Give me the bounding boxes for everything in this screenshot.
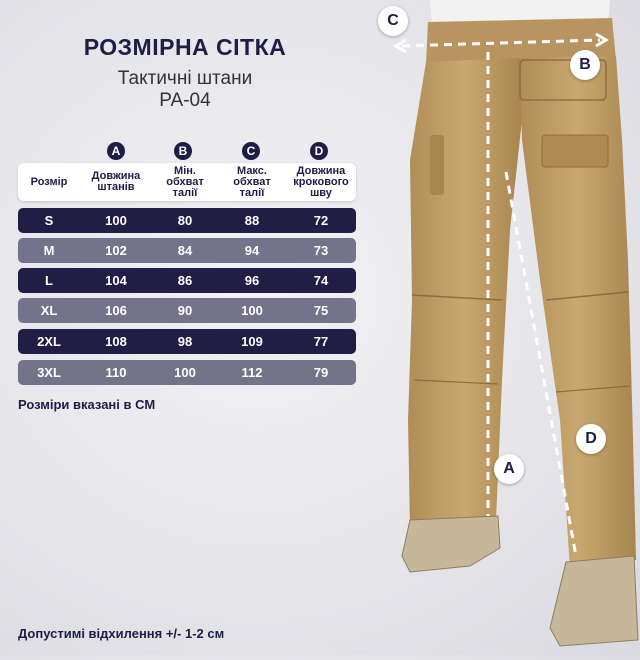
table-row — [18, 298, 356, 323]
cell-length: 102 — [105, 243, 127, 258]
column-badge-d: D — [310, 142, 328, 160]
units-note: Розміри вказані в СМ — [18, 397, 156, 412]
cell-min-waist: 84 — [177, 243, 193, 258]
cell-length: 110 — [105, 365, 127, 380]
cell-max-waist: 94 — [244, 243, 260, 258]
product-type: Тактичні штани — [117, 68, 253, 89]
column-badge-c: C — [242, 142, 260, 160]
cell-inseam: 77 — [313, 334, 329, 349]
cell-max-waist: 88 — [244, 213, 260, 228]
cell-length: 104 — [105, 273, 127, 288]
cell-max-waist: 100 — [241, 303, 263, 318]
cell-length: 100 — [105, 213, 127, 228]
cell-min-waist: 90 — [177, 303, 193, 318]
cell-size: 3XL — [37, 365, 61, 380]
table-row — [18, 208, 356, 233]
cell-length: 106 — [105, 303, 127, 318]
cell-min-waist: 100 — [174, 365, 196, 380]
cell-size: XL — [40, 303, 58, 318]
header-inseam: Довжина крокового шву — [293, 164, 349, 199]
header-size: Розмір — [30, 175, 68, 188]
pants-illustration — [370, 0, 640, 655]
marker-b: B — [570, 50, 600, 80]
header-max-waist: Макс. обхват талії — [233, 164, 271, 199]
cell-inseam: 79 — [313, 365, 329, 380]
cell-size: M — [43, 243, 55, 258]
cell-min-waist: 86 — [177, 273, 193, 288]
cell-inseam: 75 — [313, 303, 329, 318]
cell-size: 2XL — [37, 334, 61, 349]
cell-min-waist: 98 — [177, 334, 193, 349]
header-min-waist: Мін. обхват талії — [166, 164, 204, 199]
cell-size: S — [44, 213, 54, 228]
column-badge-b: B — [174, 142, 192, 160]
cell-inseam: 72 — [313, 213, 329, 228]
table-row — [18, 329, 356, 354]
cell-max-waist: 109 — [241, 334, 263, 349]
column-badge-a: A — [107, 142, 125, 160]
cell-max-waist: 112 — [241, 365, 263, 380]
tolerance-note: Допустимі відхилення +/- 1-2 см — [18, 626, 225, 641]
table-row — [18, 238, 356, 263]
size-table-header — [18, 163, 356, 201]
product-photo — [370, 0, 640, 655]
cell-inseam: 74 — [313, 273, 329, 288]
cell-size: L — [45, 273, 53, 288]
cell-max-waist: 96 — [244, 273, 260, 288]
marker-d: D — [576, 424, 606, 454]
header-length: Довжина штанів — [91, 170, 141, 193]
marker-c: C — [378, 6, 408, 36]
table-row — [18, 268, 356, 293]
product-model: PA-04 — [159, 90, 211, 111]
cell-inseam: 73 — [313, 243, 329, 258]
cell-min-waist: 80 — [177, 213, 193, 228]
cell-length: 108 — [105, 334, 127, 349]
table-row — [18, 360, 356, 385]
marker-a: A — [494, 454, 524, 484]
page-title: РОЗМІРНА СІТКА — [83, 34, 287, 60]
